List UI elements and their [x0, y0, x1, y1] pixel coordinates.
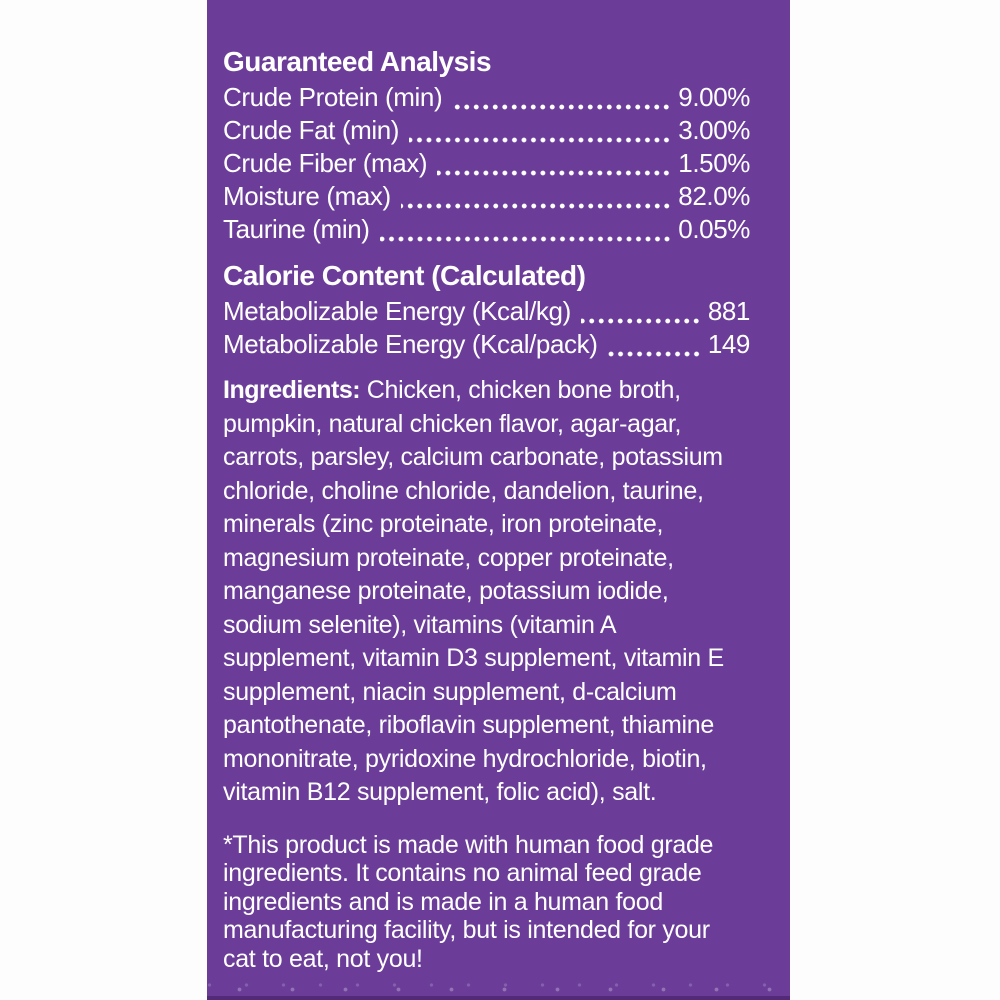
analysis-name: Taurine (min)	[223, 214, 370, 244]
analysis-value: 1.50%	[678, 148, 750, 178]
human-grade-footnote: *This product is made with human food grade ingredients. It contains no animal feed grade ingredients and is made in a human food manufacturing facility, but is intended for your cat to eat, not you!	[223, 830, 714, 973]
calorie-row-kcal-kg	[223, 295, 750, 328]
calorie-name: Metabolizable Energy (Kcal/kg)	[223, 296, 571, 326]
analysis-name: Moisture (max)	[223, 181, 391, 211]
analysis-value: 0.05%	[678, 214, 750, 244]
dotted-leader	[608, 350, 701, 358]
analysis-row-crude-fiber	[223, 147, 750, 180]
calorie-content-heading: Calorie Content (Calculated)	[223, 260, 586, 291]
dotted-leader	[401, 202, 672, 210]
dotted-leader	[437, 169, 671, 177]
dotted-leader	[380, 235, 672, 243]
guaranteed-analysis-heading: Guaranteed Analysis	[223, 46, 492, 77]
analysis-row-crude-protein	[223, 81, 750, 114]
calorie-name: Metabolizable Energy (Kcal/pack)	[223, 329, 598, 359]
analysis-value: 3.00%	[678, 115, 750, 145]
nutrition-label-panel	[207, 0, 790, 1000]
dotted-leader	[581, 317, 701, 325]
ingredients-label: Ingredients:	[223, 376, 361, 404]
analysis-name: Crude Protein (min)	[223, 82, 443, 112]
label-content	[207, 0, 790, 973]
analysis-name: Crude Fiber (max)	[223, 148, 428, 178]
calorie-row-kcal-pack	[223, 328, 750, 361]
dotted-leader	[452, 103, 671, 111]
analysis-row-crude-fat	[223, 114, 750, 147]
calorie-value: 149	[707, 329, 750, 359]
calorie-value: 881	[707, 296, 750, 326]
analysis-row-taurine	[223, 213, 750, 246]
ingredients-paragraph	[223, 374, 750, 810]
analysis-value: 9.00%	[678, 82, 750, 112]
dotted-leader	[409, 136, 671, 144]
analysis-name: Crude Fat (min)	[223, 115, 400, 145]
bottom-speckle-texture	[207, 976, 790, 992]
analysis-value: 82.0%	[678, 181, 750, 211]
analysis-row-moisture	[223, 180, 750, 213]
ingredients-text: Chicken, chicken bone broth, pumpkin, natural chicken flavor, agar-agar, carrots, parsley, calcium carbonate, potassium chloride, choline chloride, dandelion, taurine, minerals (zinc proteinate, iron proteinate, magnesium proteinate, copper proteinate, manganese proteinate, potassium iodide, sodium selenite), vitamins (vitamin A supplement, vitamin D3 supplement, vitamin E supplement, niacin supplement, d-calcium pantothenate, riboflavin supplement, thiamine mononitrate, pyridoxine hydrochloride, biotin, vitamin B12 supplement, folic acid), salt.	[223, 376, 724, 806]
